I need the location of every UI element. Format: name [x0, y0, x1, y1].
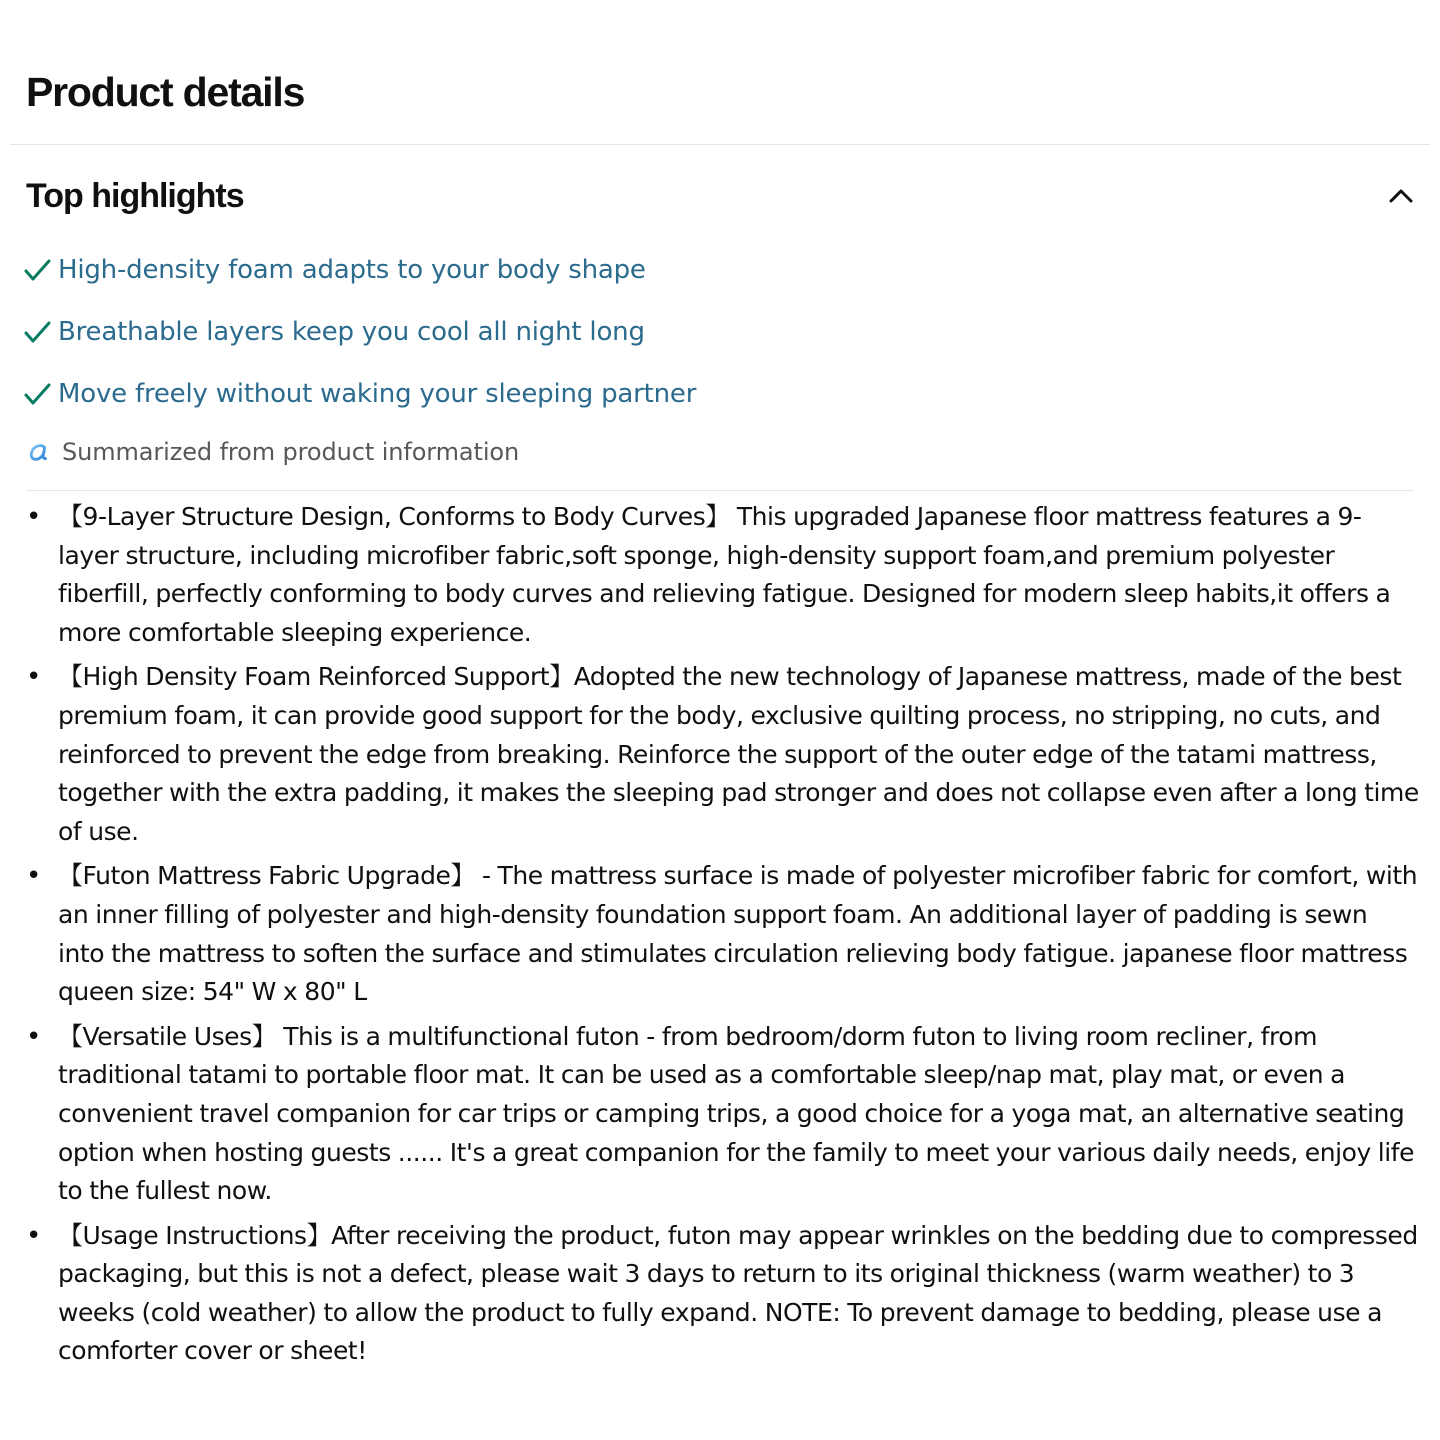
page-title: Product details [26, 69, 305, 115]
highlight-item [22, 370, 696, 432]
highlights-list [22, 246, 696, 432]
top-highlights-header[interactable] [26, 168, 1420, 224]
chevron-up-icon[interactable] [1386, 181, 1416, 211]
checkmark-icon [22, 246, 52, 294]
highlight-item [22, 308, 696, 370]
highlight-text: Move freely without waking your sleeping partner [58, 379, 697, 409]
feature-bullet: • 【Futon Mattress Fabric Upgrade】 - The mattress surface is made of polyester microfiber fabric for comfort, with an inner filling of polyester and high-density foundation support foam. An additional layer of padding is sewn into the mattress to soften the surface and stimulates circulation relieving body fatigue. japanese floor mattress queen size: 54" W x 80" L [58, 857, 1420, 1011]
checkmark-icon [22, 370, 52, 418]
feature-bullet: • 【High Density Foam Reinforced Support】Adopted the new technology of Japanese mattress, made of the best premium foam, it can provide good support for the body, exclusive quilting process, no stripping, no cuts, and reinforced to prevent the edge from breaking. Reinforce the support of the outer edge of the tatami mattress, together with the extra padding, it makes the sleeping pad stronger and does not collapse even after a long time of use. [58, 658, 1420, 851]
highlight-text: Breathable layers keep you cool all night long [58, 317, 645, 347]
ai-summary-icon [26, 439, 52, 465]
summary-text: Summarized from product information [62, 438, 520, 466]
feature-bullet: • 【9-Layer Structure Design, Conforms to Body Curves】 This upgraded Japanese floor mattress features a 9-layer structure, including microfiber fabric,soft sponge, high-density support foam,and premium polyester fiberfill, perfectly conforming to body curves and relieving fatigue. Designed for modern sleep habits,it offers a more comfortable sleeping experience. [58, 498, 1420, 652]
section-title: Top highlights [26, 177, 244, 215]
checkmark-icon [22, 308, 52, 356]
ai-summary-note [26, 432, 519, 472]
feature-bullet: • 【Versatile Uses】 This is a multifunctional futon - from bedroom/dorm futon to living room recliner, from traditional tatami to portable floor mat. It can be used as a comfortable sleep/nap mat, play mat, or even a convenient travel companion for car trips or camping trips, a good choice for a yoga mat, an alternative seating option when hosting guests ...... It's a great companion for the family to meet your various daily needs, enjoy life to the fullest now. [58, 1018, 1420, 1211]
content-divider [26, 490, 1414, 491]
highlight-item [22, 246, 696, 308]
feature-bullets-list [58, 498, 1420, 1377]
highlight-text: High-density foam adapts to your body shape [58, 255, 646, 285]
section-divider [10, 144, 1430, 145]
feature-bullet: • 【Usage Instructions】After receiving the product, futon may appear wrinkles on the bedding due to compressed packaging, but this is not a defect, please wait 3 days to return to its original thickness (warm weather) to 3 weeks (cold weather) to allow the product to fully expand. NOTE: To prevent damage to bedding, please use a comforter cover or sheet! [58, 1217, 1420, 1371]
